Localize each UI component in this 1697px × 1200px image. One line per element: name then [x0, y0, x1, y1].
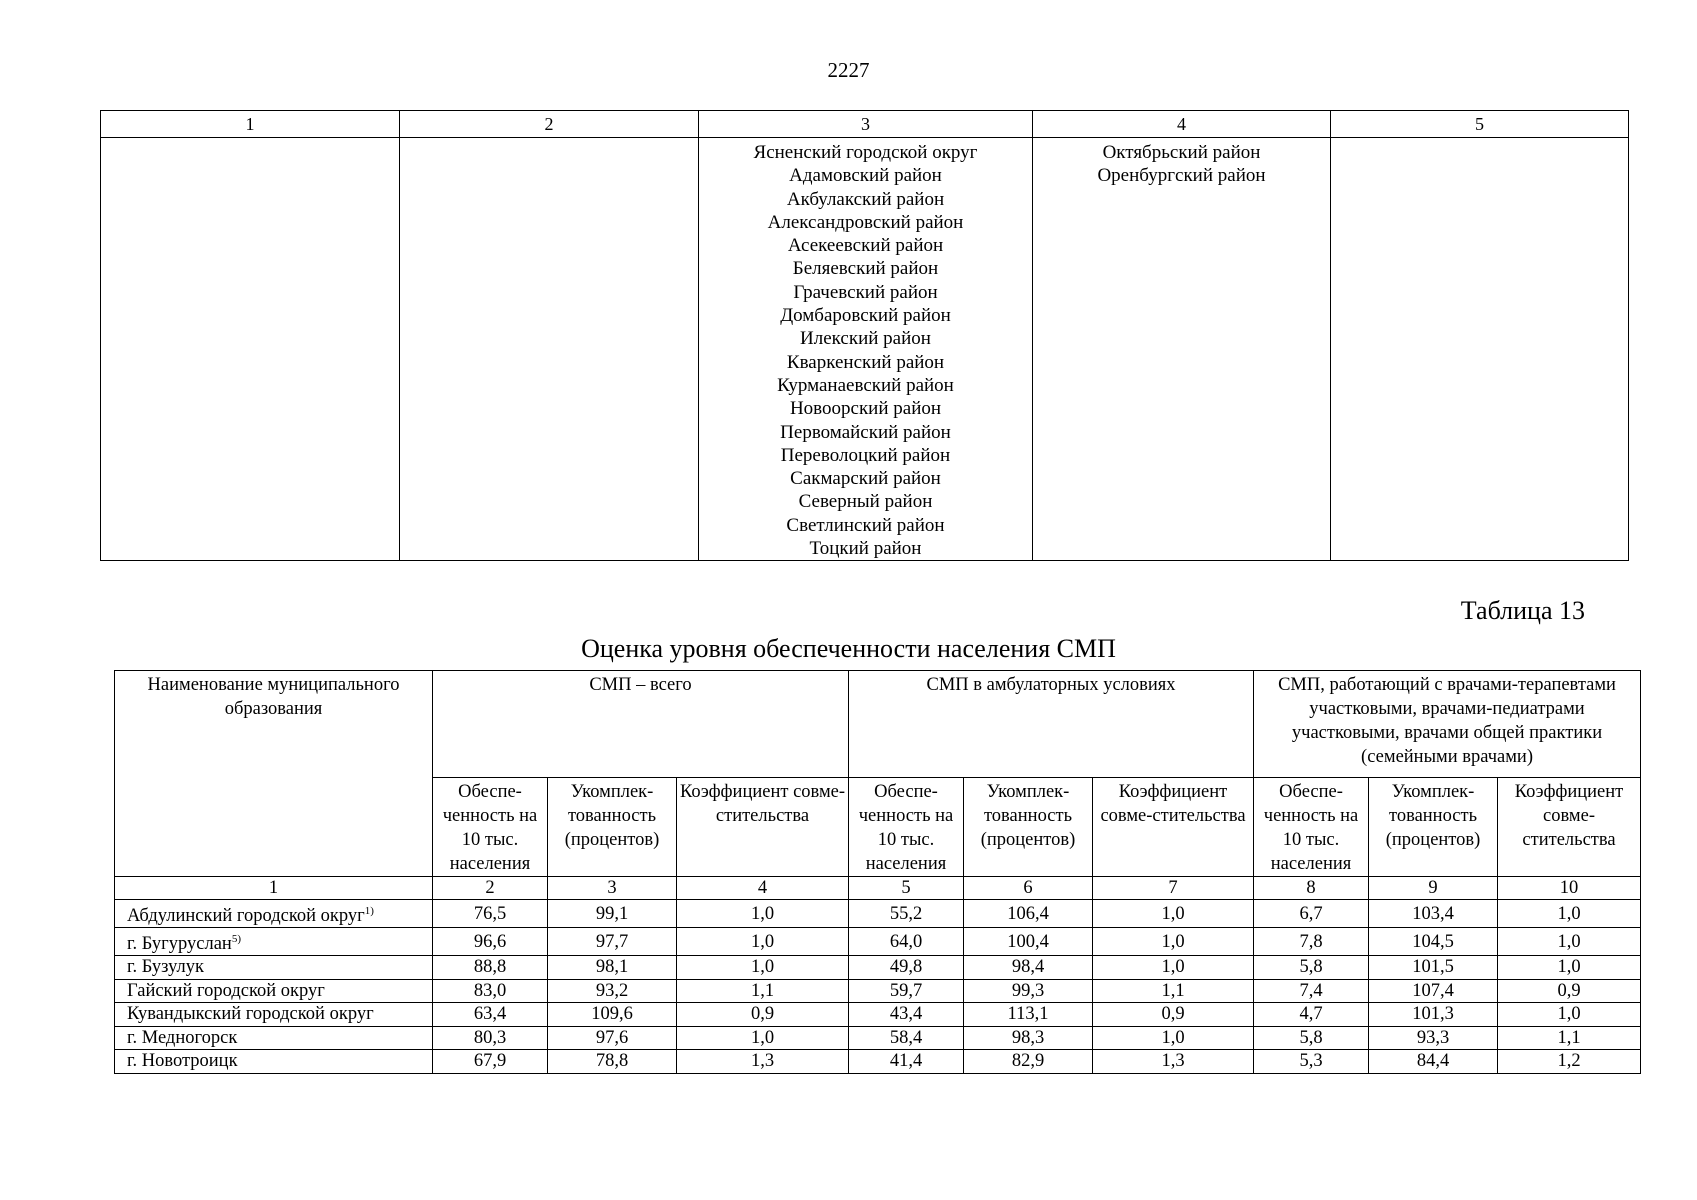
district-name: Грачевский район [793, 281, 938, 303]
value-cell: 106,4 [964, 900, 1093, 928]
value-cell: 1,1 [1498, 1026, 1641, 1050]
value-cell: 64,0 [849, 928, 964, 956]
municipality-name: г. Новотроицк [127, 1051, 238, 1072]
value-cell: 49,8 [849, 956, 964, 980]
column-header: 5 [1331, 111, 1629, 138]
district-list-col3 [699, 138, 1033, 561]
table-row [115, 979, 1641, 1003]
value-cell: 98,4 [964, 956, 1093, 980]
value-cell: 5,8 [1254, 956, 1369, 980]
district-name: Адамовский район [789, 165, 942, 187]
municipality-name-cell [115, 956, 433, 980]
district-name: Светлинский район [786, 514, 945, 536]
district-name: Переволоцкий район [780, 444, 951, 466]
group-header-smp-ambulatory: СМП в амбулаторных условиях [849, 671, 1254, 778]
value-cell: 4,7 [1254, 1003, 1369, 1027]
municipality-name-cell [115, 979, 433, 1003]
value-cell: 58,4 [849, 1026, 964, 1050]
value-cell: 7,8 [1254, 928, 1369, 956]
value-cell: 96,6 [433, 928, 548, 956]
value-cell: 99,3 [964, 979, 1093, 1003]
value-cell: 1,1 [677, 979, 849, 1003]
table-row [115, 928, 1641, 956]
subheader-coefficient: Коэффициент совме-стительства [1093, 778, 1254, 877]
value-cell: 109,6 [548, 1003, 677, 1027]
municipality-name-cell [115, 1026, 433, 1050]
value-cell: 80,3 [433, 1026, 548, 1050]
empty-cell [101, 138, 400, 561]
empty-cell [1331, 138, 1629, 561]
column-number: 7 [1093, 877, 1254, 900]
column-number: 5 [849, 877, 964, 900]
value-cell: 1,0 [677, 956, 849, 980]
footnote-marker: 5) [231, 933, 241, 945]
continuation-table [100, 110, 1629, 561]
district-name: Асекеевский район [787, 235, 944, 257]
smp-table [114, 670, 1641, 1074]
district-name: Домбаровский район [780, 305, 951, 327]
value-cell: 1,0 [1498, 956, 1641, 980]
value-cell: 0,9 [677, 1003, 849, 1027]
column-header: 3 [699, 111, 1033, 138]
value-cell: 98,1 [548, 956, 677, 980]
municipality-name: Кувандыкский городской округ [127, 1004, 374, 1025]
value-cell: 0,9 [1498, 979, 1641, 1003]
column-number: 1 [115, 877, 433, 900]
value-cell: 55,2 [849, 900, 964, 928]
value-cell: 1,2 [1498, 1050, 1641, 1074]
continuation-body-row [101, 138, 1629, 561]
column-number: 6 [964, 877, 1093, 900]
subheader-staffing: Укомплек-тованность (процентов) [964, 778, 1093, 877]
column-number: 3 [548, 877, 677, 900]
district-name: Сакмарский район [790, 468, 941, 490]
group-header-smp-doctors: СМП, работающий с врачами-терапевтами участковыми, врачами-педиатрами участковыми, врачами общей практики (семейными врачами) [1254, 671, 1641, 778]
value-cell: 1,0 [1498, 928, 1641, 956]
column-header: 1 [101, 111, 400, 138]
group-header-row [115, 671, 1641, 778]
district-name: Оренбургский район [1097, 165, 1266, 187]
value-cell: 1,0 [677, 928, 849, 956]
subheader-staffing: Укомплек-тованность (процентов) [548, 778, 677, 877]
value-cell: 1,3 [677, 1050, 849, 1074]
subheader-staffing: Укомплек-тованность (процентов) [1369, 778, 1498, 877]
municipality-name-cell [115, 928, 433, 956]
empty-cell [400, 138, 699, 561]
value-cell: 104,5 [1369, 928, 1498, 956]
value-cell: 1,0 [1093, 956, 1254, 980]
continuation-header-row [101, 111, 1629, 138]
value-cell: 101,3 [1369, 1003, 1498, 1027]
value-cell: 1,0 [1498, 900, 1641, 928]
column-number: 8 [1254, 877, 1369, 900]
municipality-header: Наименование муниципального образования [115, 671, 433, 877]
subheader-provision: Обеспе-ченность на 10 тыс. населения [1254, 778, 1369, 877]
value-cell: 93,2 [548, 979, 677, 1003]
value-cell: 41,4 [849, 1050, 964, 1074]
value-cell: 97,6 [548, 1026, 677, 1050]
municipality-name-cell [115, 1050, 433, 1074]
district-name: Октябрьский район [1102, 142, 1261, 163]
page-number: 2227 [827, 58, 870, 82]
table-row [115, 1026, 1641, 1050]
value-cell: 107,4 [1369, 979, 1498, 1003]
value-cell: 93,3 [1369, 1026, 1498, 1050]
column-header: 4 [1033, 111, 1331, 138]
subheader-coefficient: Коэффициент совме-стительства [1498, 778, 1641, 877]
value-cell: 88,8 [433, 956, 548, 980]
district-name: Первомайский район [780, 421, 951, 443]
value-cell: 76,5 [433, 900, 548, 928]
district-name: Акбулакский район [786, 188, 945, 210]
value-cell: 67,9 [433, 1050, 548, 1074]
column-number: 10 [1498, 877, 1641, 900]
value-cell: 59,7 [849, 979, 964, 1003]
district-name: Илекский район [800, 328, 931, 350]
district-name: Новоорский район [789, 398, 942, 420]
municipality-name-cell [115, 1003, 433, 1027]
table-row [115, 1050, 1641, 1074]
value-cell: 0,9 [1093, 1003, 1254, 1027]
municipality-name-cell [115, 900, 433, 928]
district-name: Тоцкий район [809, 538, 922, 560]
value-cell: 1,0 [1498, 1003, 1641, 1027]
value-cell: 7,4 [1254, 979, 1369, 1003]
value-cell: 5,8 [1254, 1026, 1369, 1050]
value-cell: 1,3 [1093, 1050, 1254, 1074]
municipality-name: г. Бугуруслан [127, 934, 232, 954]
column-number: 9 [1369, 877, 1498, 900]
subheader-provision: Обеспе-ченность на 10 тыс. населения [433, 778, 548, 877]
district-name: Курманаевский район [777, 374, 954, 396]
value-cell: 103,4 [1369, 900, 1498, 928]
municipality-name: г. Медногорск [127, 1027, 238, 1048]
column-number: 2 [433, 877, 548, 900]
footnote-marker: 1) [364, 905, 374, 917]
municipality-name: Абдулинский городской округ [127, 906, 365, 926]
column-header: 2 [400, 111, 699, 138]
value-cell: 100,4 [964, 928, 1093, 956]
table-row [115, 1003, 1641, 1027]
subheader-coefficient: Коэффициент совме-стительства [677, 778, 849, 877]
value-cell: 5,3 [1254, 1050, 1369, 1074]
table-row [115, 956, 1641, 980]
value-cell: 98,3 [964, 1026, 1093, 1050]
value-cell: 113,1 [964, 1003, 1093, 1027]
table-title: Оценка уровня обеспеченности населения СМП [581, 634, 1116, 663]
value-cell: 101,5 [1369, 956, 1498, 980]
value-cell: 97,7 [548, 928, 677, 956]
municipality-name: г. Бузулук [127, 957, 204, 978]
group-header-smp-total: СМП – всего [433, 671, 849, 778]
value-cell: 99,1 [548, 900, 677, 928]
value-cell: 1,0 [677, 1026, 849, 1050]
value-cell: 1,1 [1093, 979, 1254, 1003]
value-cell: 43,4 [849, 1003, 964, 1027]
value-cell: 82,9 [964, 1050, 1093, 1074]
district-name: Кваркенский район [786, 351, 945, 373]
value-cell: 1,0 [1093, 900, 1254, 928]
value-cell: 83,0 [433, 979, 548, 1003]
district-name: Северный район [798, 491, 933, 513]
subheader-provision: Обеспе-ченность на 10 тыс. населения [849, 778, 964, 877]
value-cell: 63,4 [433, 1003, 548, 1027]
district-name: Александровский район [767, 211, 964, 233]
value-cell: 84,4 [1369, 1050, 1498, 1074]
table-label: Таблица 13 [1460, 596, 1585, 625]
district-name: Беляевский район [792, 258, 939, 280]
column-number-row [115, 877, 1641, 900]
table-row [115, 900, 1641, 928]
value-cell: 78,8 [548, 1050, 677, 1074]
district-list-col4 [1033, 138, 1331, 561]
value-cell: 1,0 [677, 900, 849, 928]
value-cell: 1,0 [1093, 1026, 1254, 1050]
column-number: 4 [677, 877, 849, 900]
district-name: Ясненский городской округ [753, 142, 978, 163]
value-cell: 6,7 [1254, 900, 1369, 928]
value-cell: 1,0 [1093, 928, 1254, 956]
municipality-name: Гайский городской округ [127, 980, 325, 1001]
